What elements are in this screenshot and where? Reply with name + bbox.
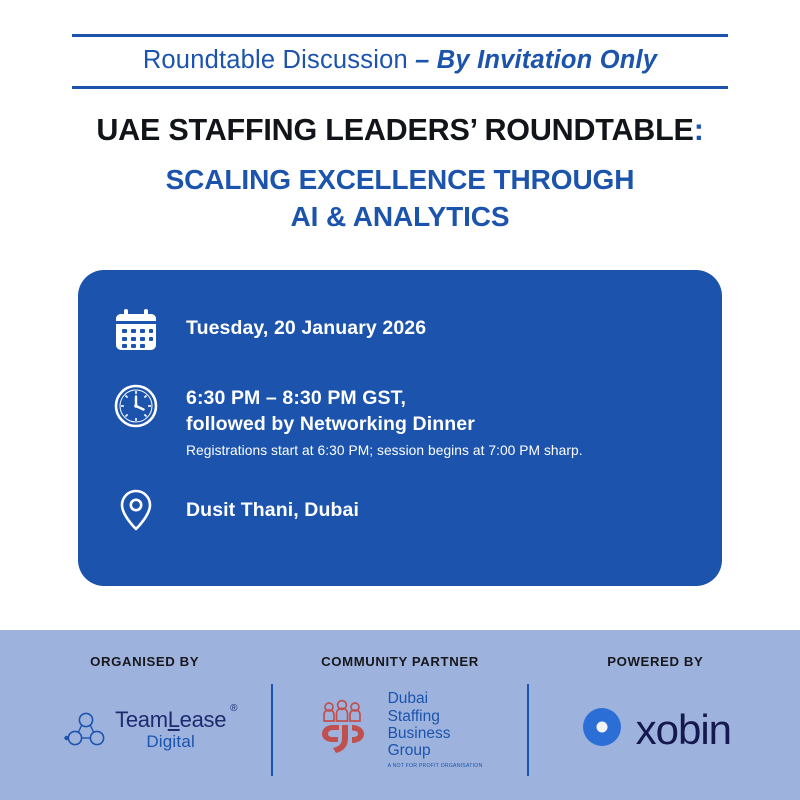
xobin-wordmark: xobin <box>635 705 732 753</box>
page-title-text: UAE STAFFING LEADERS’ ROUNDTABLE <box>96 113 694 147</box>
detail-location-text: Dusit Thani, Dubai <box>186 499 359 522</box>
map-pin-icon <box>112 486 160 534</box>
detail-row-date <box>112 306 688 354</box>
banner-prefix: Roundtable Discussion <box>142 46 416 74</box>
detail-date-text: Tuesday, 20 January 2026 <box>186 316 427 339</box>
dsbg-mark-icon <box>318 698 380 761</box>
calendar-icon <box>112 306 160 354</box>
teamlease-mark-icon <box>63 708 109 752</box>
teamlease-word-part-3: ease <box>179 707 227 732</box>
dsbg-logo <box>273 669 526 790</box>
banner <box>72 34 728 89</box>
registered-trademark-icon: ® <box>230 703 238 714</box>
detail-date-text-wrap <box>186 306 426 342</box>
detail-row-location <box>112 486 688 534</box>
sponsor-footer <box>0 630 800 800</box>
detail-time-text-wrap <box>186 382 583 458</box>
footer-col-powered <box>529 648 782 790</box>
page-subtitle-line-1: SCALING EXCELLENCE THROUGH <box>165 164 635 195</box>
footer-organised-title: ORGANISED BY <box>90 654 200 669</box>
detail-row-time <box>112 382 688 458</box>
xobin-logo <box>529 669 782 790</box>
dsbg-line-4: Group <box>387 742 431 760</box>
clock-icon <box>112 382 160 430</box>
xobin-mark-icon <box>580 705 624 754</box>
footer-powered-title: POWERED BY <box>607 654 704 669</box>
teamlease-wordmark <box>115 703 238 733</box>
footer-col-community <box>273 648 526 790</box>
dsbg-wordmark <box>388 690 483 759</box>
detail-time-line-1: 6:30 PM – 8:30 PM GST, <box>186 386 407 409</box>
footer-community-title: COMMUNITY PARTNER <box>321 654 479 669</box>
teamlease-logo <box>18 669 271 790</box>
teamlease-word-part-1: Team <box>115 707 168 732</box>
dsbg-tagline: A NOT FOR PROFIT ORGANISATION <box>387 762 483 769</box>
page-subtitle-line-2: AI & ANALYTICS <box>290 200 510 232</box>
teamlease-word-part-2: L <box>167 707 180 732</box>
detail-location-text-wrap <box>186 486 359 524</box>
footer-col-organised <box>18 648 271 790</box>
dsbg-line-1: Dubai <box>387 690 429 708</box>
title-block <box>0 113 800 236</box>
teamlease-subword: Digital <box>146 732 195 751</box>
page-title <box>0 113 800 148</box>
dsbg-line-3: Business <box>387 725 451 742</box>
page-title-colon: : <box>693 113 704 147</box>
page-subtitle <box>0 162 800 236</box>
detail-time-note: Registrations start at 6:30 PM; session begins at 7:00 PM sharp. <box>186 443 583 459</box>
event-details-card <box>78 270 722 586</box>
detail-time-line-2: followed by Networking Dinner <box>186 412 475 435</box>
dsbg-line-2: Staffing <box>387 707 440 725</box>
banner-emphasis: – By Invitation Only <box>415 46 658 74</box>
